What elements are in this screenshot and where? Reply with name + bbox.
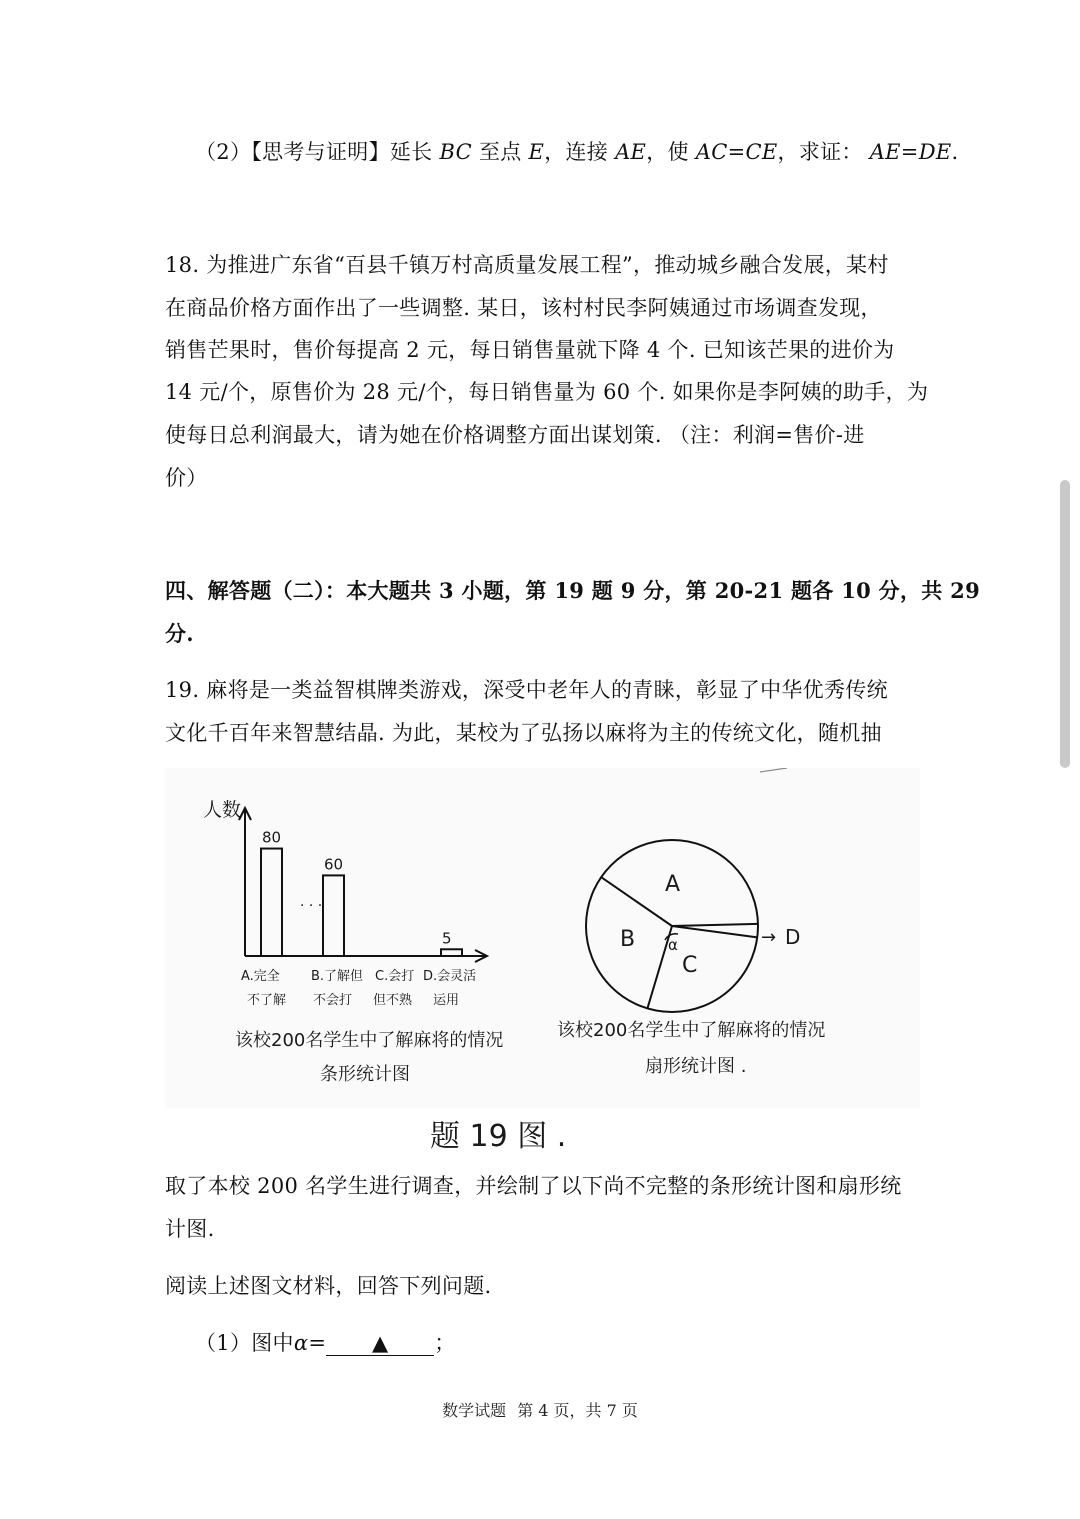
q18-line: 使每日总利润最大，请为她在价格调整方面出谋划策. （注：利润=售价-进 [165,423,865,447]
pie-subtitle: 扇形统计图 . [645,1056,747,1077]
figure-19 [165,768,920,1166]
q19-line: 计图. [165,1217,215,1241]
pie-label-c: C [682,953,698,978]
footer-subject: 数学试题 [442,1401,507,1420]
q18-line: 14 元/个，原售价为 28 元/个，每日销售量为 60 个. 如果你是李阿姨的助手，为 [165,380,929,404]
q19-line: 取了本校 200 名学生进行调查，并绘制了以下尚不完整的条形统计图和扇形统 [165,1174,902,1198]
bar-subtitle: 条形统计图 [320,1064,410,1085]
bar-label-0: 80 [262,828,282,847]
bar-cat-a2: 不了解 [247,993,287,1008]
footer-page: 第 4 页，共 7 页 [517,1401,638,1420]
bar-cat-c2: 但不熟 [373,993,413,1008]
answer-blank[interactable]: ▲ [326,1331,434,1356]
bar-dots: · · · [300,898,323,914]
pie-label-b: B [620,927,636,952]
bar-cat-b: B.了解但 [311,969,364,984]
figure-19-svg [165,768,920,1166]
q18-line: 18. 为推进广东省“百县千镇万村高质量发展工程”，推动城乡融合发展，某村 [165,253,889,277]
bar-cat-b2: 不会打 [313,993,353,1008]
pie-label-d: D [785,925,801,949]
bar-cat-d: D.会灵活 [423,969,477,984]
pie-label-a: A [665,872,681,897]
figure-background [165,768,920,1108]
pie-title: 该校200名学生中了解麻将的情况 [557,1020,826,1041]
bar-label-1: 60 [324,855,344,874]
bar-cat-a: A.完全 [241,969,280,984]
q19-sub1: （1）图中α= ▲ ； [195,1331,456,1355]
page-footer [0,1398,1080,1421]
pie-angle-label: α [668,936,678,954]
section-heading: 四、解答题（二）：本大题共 3 小题，第 19 题 9 分，第 20-21 题各 10 分，共 29 [165,578,980,603]
bar-cat-c: C.会打 [375,969,415,984]
pie-arrow: → [761,927,777,948]
q19-read: 阅读上述图文材料，回答下列问题. [165,1274,492,1298]
q17-part2: （2）【思考与证明】延长 BC 至点 E，连接 AE，使 AC=CE，求证： AE=DE. [195,140,959,164]
q19-line: 文化千百年来智慧结晶. 为此，某校为了弘扬以麻将为主的传统文化，随机抽 [165,721,882,745]
scrollbar-thumb[interactable] [1060,480,1070,768]
bar-label-3: 5 [442,929,452,948]
bar-ylabel: 人数 [203,799,242,821]
q18-line: 销售芒果时，售价每提高 2 元，每日销售量就下降 4 个. 已知该芒果的进价为 [165,338,895,362]
figure-caption: 题 19 图 . [430,1119,567,1154]
q19-line: 19. 麻将是一类益智棋牌类游戏，深受中老年人的青睐，彰显了中华优秀传统 [165,678,888,702]
bar-title: 该校200名学生中了解麻将的情况 [235,1030,504,1051]
bar-cat-d2: 运用 [433,993,460,1008]
q18-line: 在商品价格方面作出了一些调整. 某日，该村村民李阿姨通过市场调查发现， [165,296,882,320]
section-heading-cont: 分. [165,621,194,646]
q18-line: 价） [165,466,208,490]
